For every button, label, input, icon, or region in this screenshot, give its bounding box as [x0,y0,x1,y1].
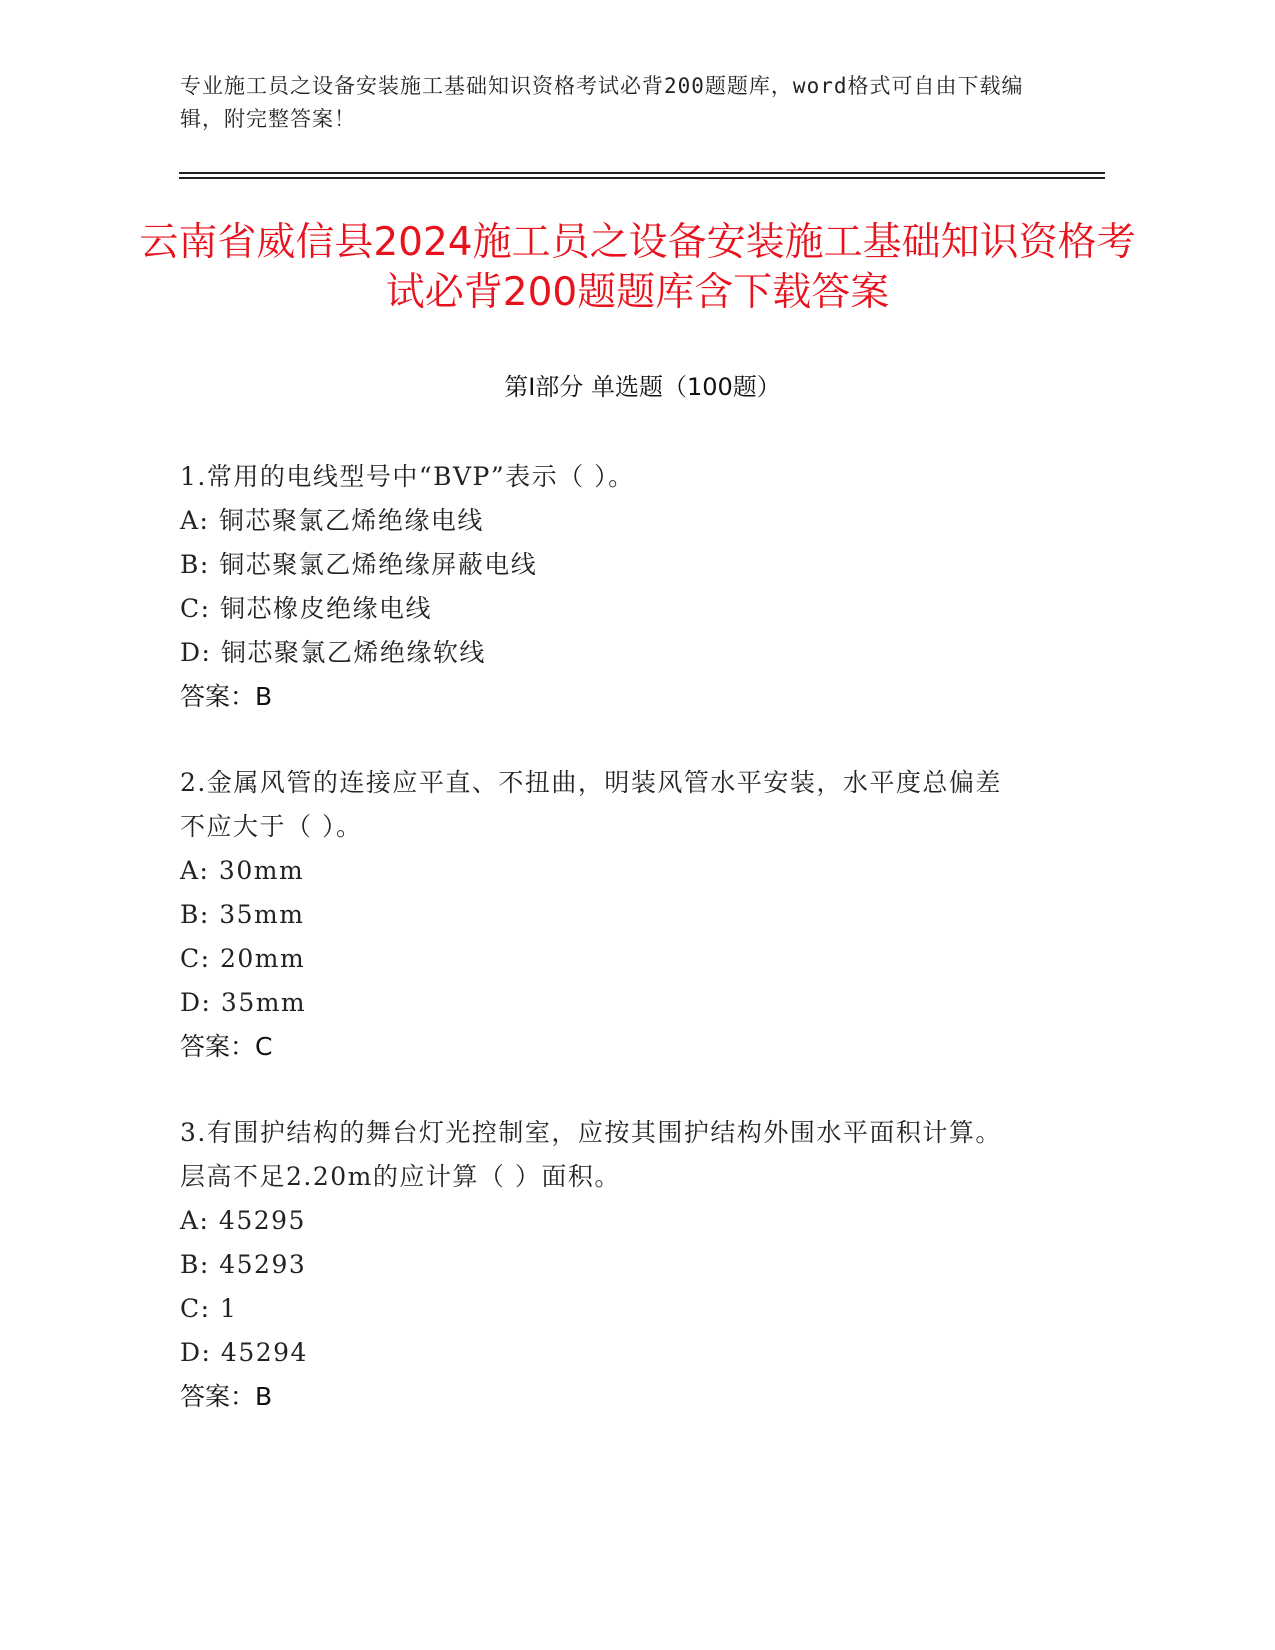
question-stem: 2.金属风管的连接应平直、不扭曲，明装风管水平安装，水平度总偏差不应大于（ ）。 [180,768,1002,841]
option-a: A: 铜芯聚氯乙烯绝缘电线 [180,506,484,535]
section-title: 第Ⅰ部分 单选题（100题） [504,373,781,401]
answer: 答案：B [180,682,273,711]
option-b: B: 35mm [180,900,305,929]
option-d: D: 35mm [180,988,307,1017]
header-note: 专业施工员之设备安装施工基础知识资格考试必背200题题库，word格式可自由下载编辑，附完整答案！ [180,74,1024,131]
answer: 答案：B [180,1382,273,1411]
question-item [180,761,1020,1069]
option-c: C: 铜芯橡皮绝缘电线 [180,594,432,623]
header-divider-top [179,172,1105,174]
question-list [180,455,1020,1461]
document-title: 云南省威信县2024施工员之设备安装施工基础知识资格考试必背200题题库含下载答案 [139,220,1136,315]
option-c: C: 20mm [180,944,306,973]
option-d: D: 铜芯聚氯乙烯绝缘软线 [180,638,486,667]
option-d: D: 45294 [180,1338,308,1367]
option-c: C: 1 [180,1294,238,1323]
question-stem: 1.常用的电线型号中“BVP”表示（ ）。 [180,462,635,491]
answer: 答案：C [180,1032,273,1061]
header-divider-bottom [179,177,1105,179]
option-b: B: 铜芯聚氯乙烯绝缘屏蔽电线 [180,550,538,579]
option-b: B: 45293 [180,1250,307,1279]
question-stem: 3.有围护结构的舞台灯光控制室，应按其围护结构外围水平面积计算。层高不足2.20m的应计算（ ）面积。 [180,1118,1002,1191]
option-a: A: 30mm [180,856,305,885]
option-a: A: 45295 [180,1206,306,1235]
question-item [180,1111,1020,1419]
question-item [180,455,1020,719]
